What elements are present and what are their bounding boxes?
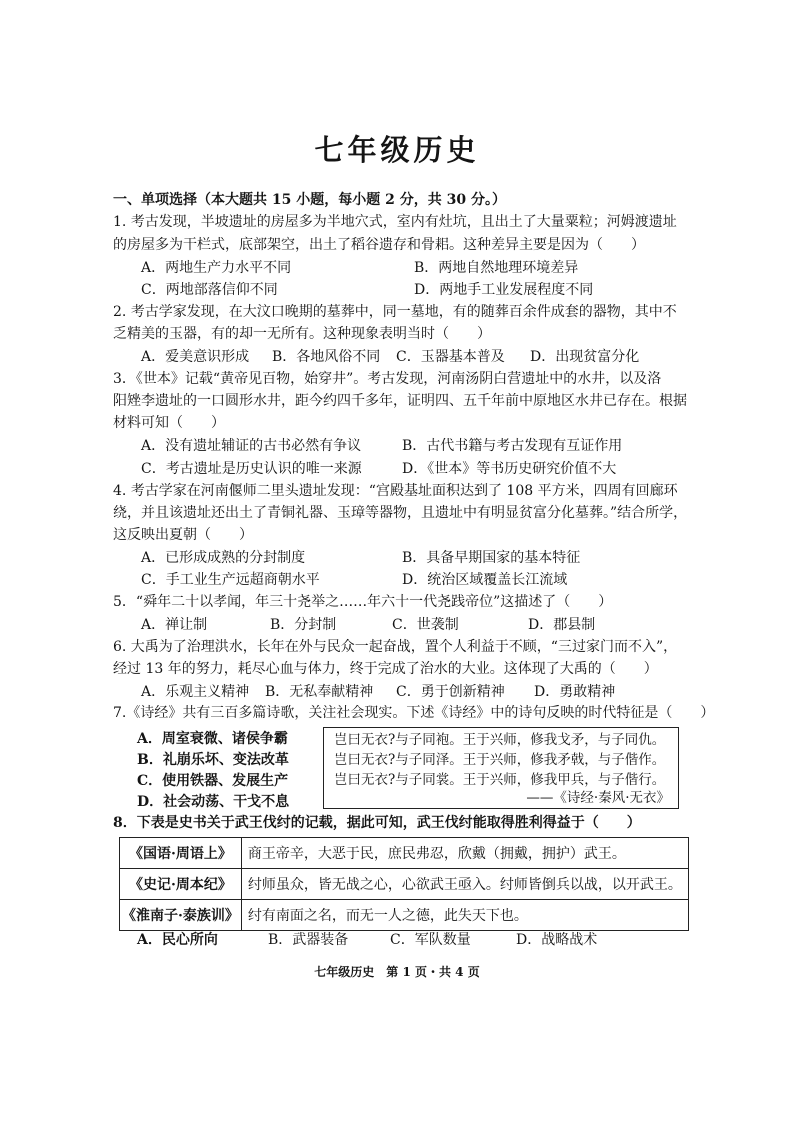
table-row (120, 869, 689, 900)
q6-stem-line-1: 6. 大禹为了治理洪水，长年在外与民众一起奋战，置个人利益于不顾，“三过家门而不入”， (113, 639, 678, 655)
q1-option-d: D．两地手工业发展程度不同 (414, 282, 594, 298)
q3-option-c: C．考古遗址是历史认识的唯一来源 (141, 461, 362, 477)
page-title: 七年级历史 (314, 133, 480, 167)
record-source: 《史记·周本纪》 (120, 869, 242, 900)
q3-stem-line-3: 材料可知（ ） (113, 415, 225, 431)
q4-option-b: B．具备早期国家的基本特征 (402, 550, 581, 566)
q3-option-a: A．没有遗址辅证的古书必然有争议 (141, 438, 362, 454)
q6-option-c: C．勇于创新精神 (396, 684, 505, 700)
q2-option-d: D．出现贫富分化 (530, 349, 640, 365)
q3-stem-line-2: 阳矬李遗址的一口圆形水井，距今约四千多年，证明四、五千年前中原地区水井已存在。根据 (113, 393, 687, 409)
q1-stem-line-2: 的房屋多为干栏式，底部架空，出土了稻谷遗存和骨耜。这种差异主要是因为（ ） (113, 237, 645, 253)
record-source: 《国语·周语上》 (120, 838, 242, 869)
q8-option-d: D．战略战术 (516, 932, 598, 948)
q5-option-d: D．郡县制 (528, 617, 596, 633)
q3-stem-line-1: 3．《世本》记载“黄帝见百物，始穿井”。考古发现，河南汤阴白营遗址中的水井，以及洛 (113, 371, 662, 387)
q8-stem-line-1: 8．下表是史书关于武王伐纣的记载，据此可知，武王伐纣能取得胜利得益于（ ） (113, 815, 641, 831)
q2-stem-line-1: 2. 考古学家发现，在大汶口晚期的墓葬中，同一墓地，有的随葬百余件成套的器物，其中不 (113, 304, 677, 320)
q7-option-a: A．周室衰微、诸侯争霸 (137, 731, 288, 747)
section-header: 一、单项选择（本大题共 15 小题，每小题 2 分，共 30 分。） (113, 192, 506, 208)
q5-stem-line-1: 5．“舜年二十以孝闻，年三十尧举之……年六十一代尧践帝位”这描述了（ ） (113, 594, 613, 610)
q2-option-b: B．各地风俗不同 (272, 349, 381, 365)
q6-stem-line-2: 经过 13 年的努力，耗尽心血与体力，终于完成了治水的大业。这体现了大禹的（ ） (113, 661, 658, 677)
q4-stem-line-2: 绕，并且该遗址还出土了青铜礼器、玉璋等器物，且遗址中有明显贫富分化墓葬。”结合所学， (113, 505, 688, 521)
q5-option-b: B．分封制 (270, 617, 337, 633)
record-text: 商王帝辛，大恶于民，庶民弗忍，欣戴（拥戴，拥护）武王。 (241, 838, 688, 869)
q6-option-d: D．勇敢精神 (534, 684, 616, 700)
q3-option-b: B．古代书籍与考古发现有互证作用 (402, 438, 623, 454)
table-row (120, 900, 689, 931)
poem-line-3: 岂曰无衣?与子同裳。王于兴师，修我甲兵，与子偕行。 (334, 772, 666, 788)
q4-option-a: A．已形成成熟的分封制度 (141, 550, 306, 566)
q8-option-c: C．军队数量 (390, 932, 471, 948)
poem-line-1: 岂曰无衣?与子同袍。王于兴师，修我戈矛，与子同仇。 (334, 732, 666, 748)
q7-option-c: C．使用铁器、发展生产 (137, 773, 289, 789)
q4-option-c: C．手工业生产远超商朝水平 (141, 572, 320, 588)
record-source: 《淮南子·泰族训》 (120, 900, 242, 931)
q2-option-c: C．玉器基本普及 (396, 349, 505, 365)
q4-stem-line-3: 这反映出夏朝（ ） (113, 527, 253, 543)
q1-option-c: C．两地部落信仰不同 (141, 282, 278, 298)
q6-option-a: A．乐观主义精神 (141, 684, 250, 700)
q2-option-a: A．爱美意识形成 (141, 349, 250, 365)
q1-option-a: A．两地生产力水平不同 (141, 260, 292, 276)
q6-option-b: B．无私奉献精神 (265, 684, 374, 700)
q1-option-b: B．两地自然地理环境差异 (414, 260, 579, 276)
q4-stem-line-1: 4. 考古学家在河南偃师二里头遗址发现：“宫殿基址面积达到了 108 平方米，四周有回廊环 (113, 483, 678, 499)
q1-stem-line-1: 1. 考古发现，半坡遗址的房屋多为半地穴式，室内有灶坑，且出土了大量粟粒；河姆渡遗址 (113, 214, 677, 230)
q4-option-d: D．统治区域覆盖长江流域 (402, 572, 568, 588)
record-text: 纣有南面之名，而无一人之德，此失天下也。 (241, 900, 688, 931)
page-footer: 七年级历史 第 1 页・共 4 页 (314, 965, 480, 979)
q5-option-c: C．世袭制 (392, 617, 459, 633)
q7-option-b: B．礼崩乐坏、变法改革 (137, 752, 289, 768)
q2-stem-line-2: 乏精美的玉器，有的却一无所有。这种现象表明当时（ ） (113, 326, 491, 342)
poem-box (323, 727, 679, 809)
q5-option-a: A．禅让制 (141, 617, 208, 633)
q8-option-b: B．武器装备 (268, 932, 349, 948)
table-row (120, 838, 689, 869)
record-text: 纣师虽众，皆无战之心，心欲武王亟入。纣师皆倒兵以战，以开武王。 (241, 869, 688, 900)
poem-line-2: 岂曰无衣?与子同泽。王于兴师，修我矛戟，与子偕作。 (334, 752, 666, 768)
q3-option-d: D．《世本》等书历史研究价值不大 (402, 461, 617, 477)
q7-stem-line-1: 7.《诗经》共有三百多篇诗歌，关注社会现实。下述《诗经》中的诗句反映的时代特征是（ ） (113, 705, 715, 721)
history-records-table (119, 837, 689, 931)
q7-option-d: D．社会动荡、干戈不息 (137, 794, 290, 810)
q8-option-a: A．民心所向 (137, 932, 218, 948)
poem-source: ——《诗经·秦风·无衣》 (526, 790, 670, 806)
